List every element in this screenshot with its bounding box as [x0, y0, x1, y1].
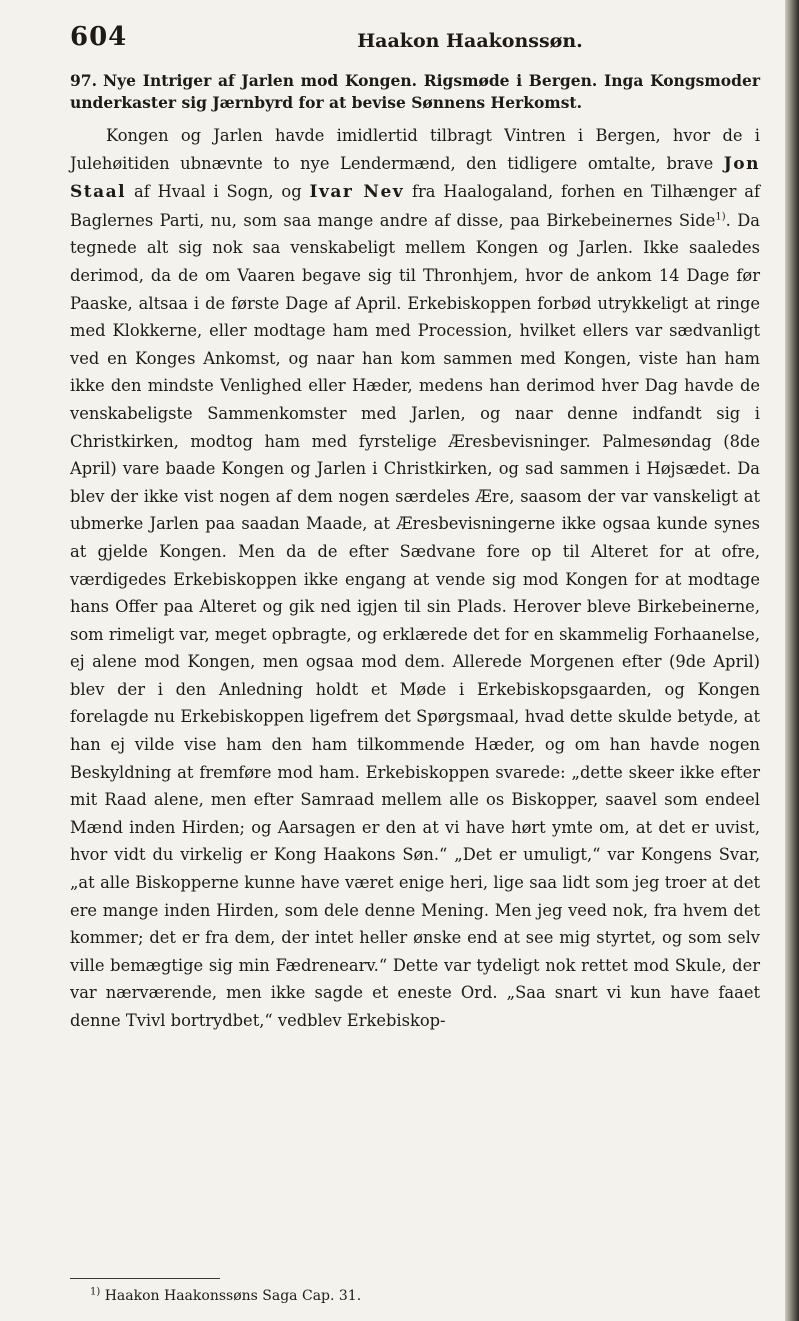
footnote-marker: 1) [90, 1286, 101, 1298]
footnote-reference: 1) [715, 211, 726, 223]
paragraph [70, 122, 760, 1035]
running-head: Haakon Haakonssøn. [357, 30, 583, 52]
footnote [90, 1286, 690, 1306]
footnote-rule [70, 1278, 220, 1279]
footnote-text: Haakon Haakonssøns Saga Cap. 31. [104, 1288, 362, 1304]
chapter-heading [70, 70, 760, 114]
page-edge-shadow [785, 0, 799, 1321]
page-number: 604 [70, 22, 128, 52]
chapter-title: Nye Intriger af Jarlen mod Kongen. Rigsmøde i Bergen. Inga Kongsmoder underkaster sig Jærnbyrd for at bevise Sønnens Herkomst. [70, 71, 760, 112]
paragraph-text: Kongen og Jarlen havde imidlertid tilbragt Vintren i Bergen, hvor de i Julehøitiden ubnævnte to nye Lendermænd, den tidligere omtalte, brave [70, 126, 760, 173]
paragraph-text: af Hvaal i Sogn, og [126, 182, 310, 202]
body-text [70, 122, 760, 1035]
paragraph-text: . Da tegnede alt sig nok saa venskabeligt mellem Kongen og Jarlen. Ikke saaledes derimod, da de om Vaaren begave sig til Thronhjem, hvor de ankom 14 Dage før Paaske, altsaa i de første Dage af April. Erkebiskoppen forbød utrykkeligt at ringe med Klokkerne, eller modtage ham med Procession, hvilket ellers var sædvanligt ved en Konges Ankomst, og naar han kom sammen med Kongen, viste han ham ikke den mindste Venlighed eller Hæder, medens han derimod hver Dag havde de venskabeligste Sammenkomster med Jarlen, og naar denne indfandt sig i Christkirken, modtog ham med fyrstelige Æresbevisninger. Palmesøndag (8de April) vare baade Kongen og Jarlen i Christkirken, og sad sammen i Højsædet. Da blev der ikke vist nogen af dem nogen særdeles Ære, saasom der var vanskeligt at ubmerke Jarlen paa saadan Maade, at Æresbevisningerne ikke ogsaa kunde synes at gjelde Kongen. Men da de efter Sædvane fore op til Alteret for at ofre, værdigedes Erkebiskoppen ikke engang at vende sig mod Kongen for at modtage hans Offer paa Alteret og gik ned igjen til sin Plads. Herover bleve Birkebeinerne, som rimeligt var, meget opbragte, og erklærede det for en skammelig Forhaanelse, ej alene mod Kongen, men ogsaa mod dem. Allerede Morgenen efter (9de April) blev der i den Anledning holdt et Møde i Erkebiskopsgaarden, og Kongen forelagde nu Erkebiskoppen ligefrem det Spørgsmaal, hvad dette skulde betyde, at han ej vilde vise ham den ham tilkommende Hæder, og om han havde nogen Beskyldning at fremføre mod ham. Erkebiskoppen svarede: „dette skeer ikke efter mit Raad alene, men efter Samraad mellem alle os Biskopper, saavel som endeel Mænd inden Hirden; og Aarsagen er den at vi have hørt ymte om, at det er uvist, hvor vidt du virkelig er Kong Haakons Søn.“ „Det er umuligt,“ var Kongens Svar, „at alle Biskopperne kunne have været enige heri, lige saa lidt som jeg troer at det ere mange inden Hirden, som dele denne Mening. Men jeg veed nok, fra hvem det kommer; det er fra dem, der intet heller ønske end at see mig styrtet, og som selv ville bemægtige sig min Fædrenearv.“ Dette var tydeligt nok rettet mod Skule, der var nærværende, men ikke sagde et eneste Ord. „Saa snart vi kun have faaet denne Tvivl bortrydbet,“ vedblev Erkebiskop- [70, 210, 760, 1030]
page-header [70, 22, 750, 62]
paragraph-text: fra Haalogaland, forhen en Tilhænger af Baglernes Parti, nu, som saa mange andre af disse, paa Birkebeinernes Side [70, 182, 761, 230]
person-name: Ivar Nev [309, 182, 405, 203]
chapter-number: 97. [70, 71, 97, 90]
person-name: Jon Staal [70, 153, 760, 203]
